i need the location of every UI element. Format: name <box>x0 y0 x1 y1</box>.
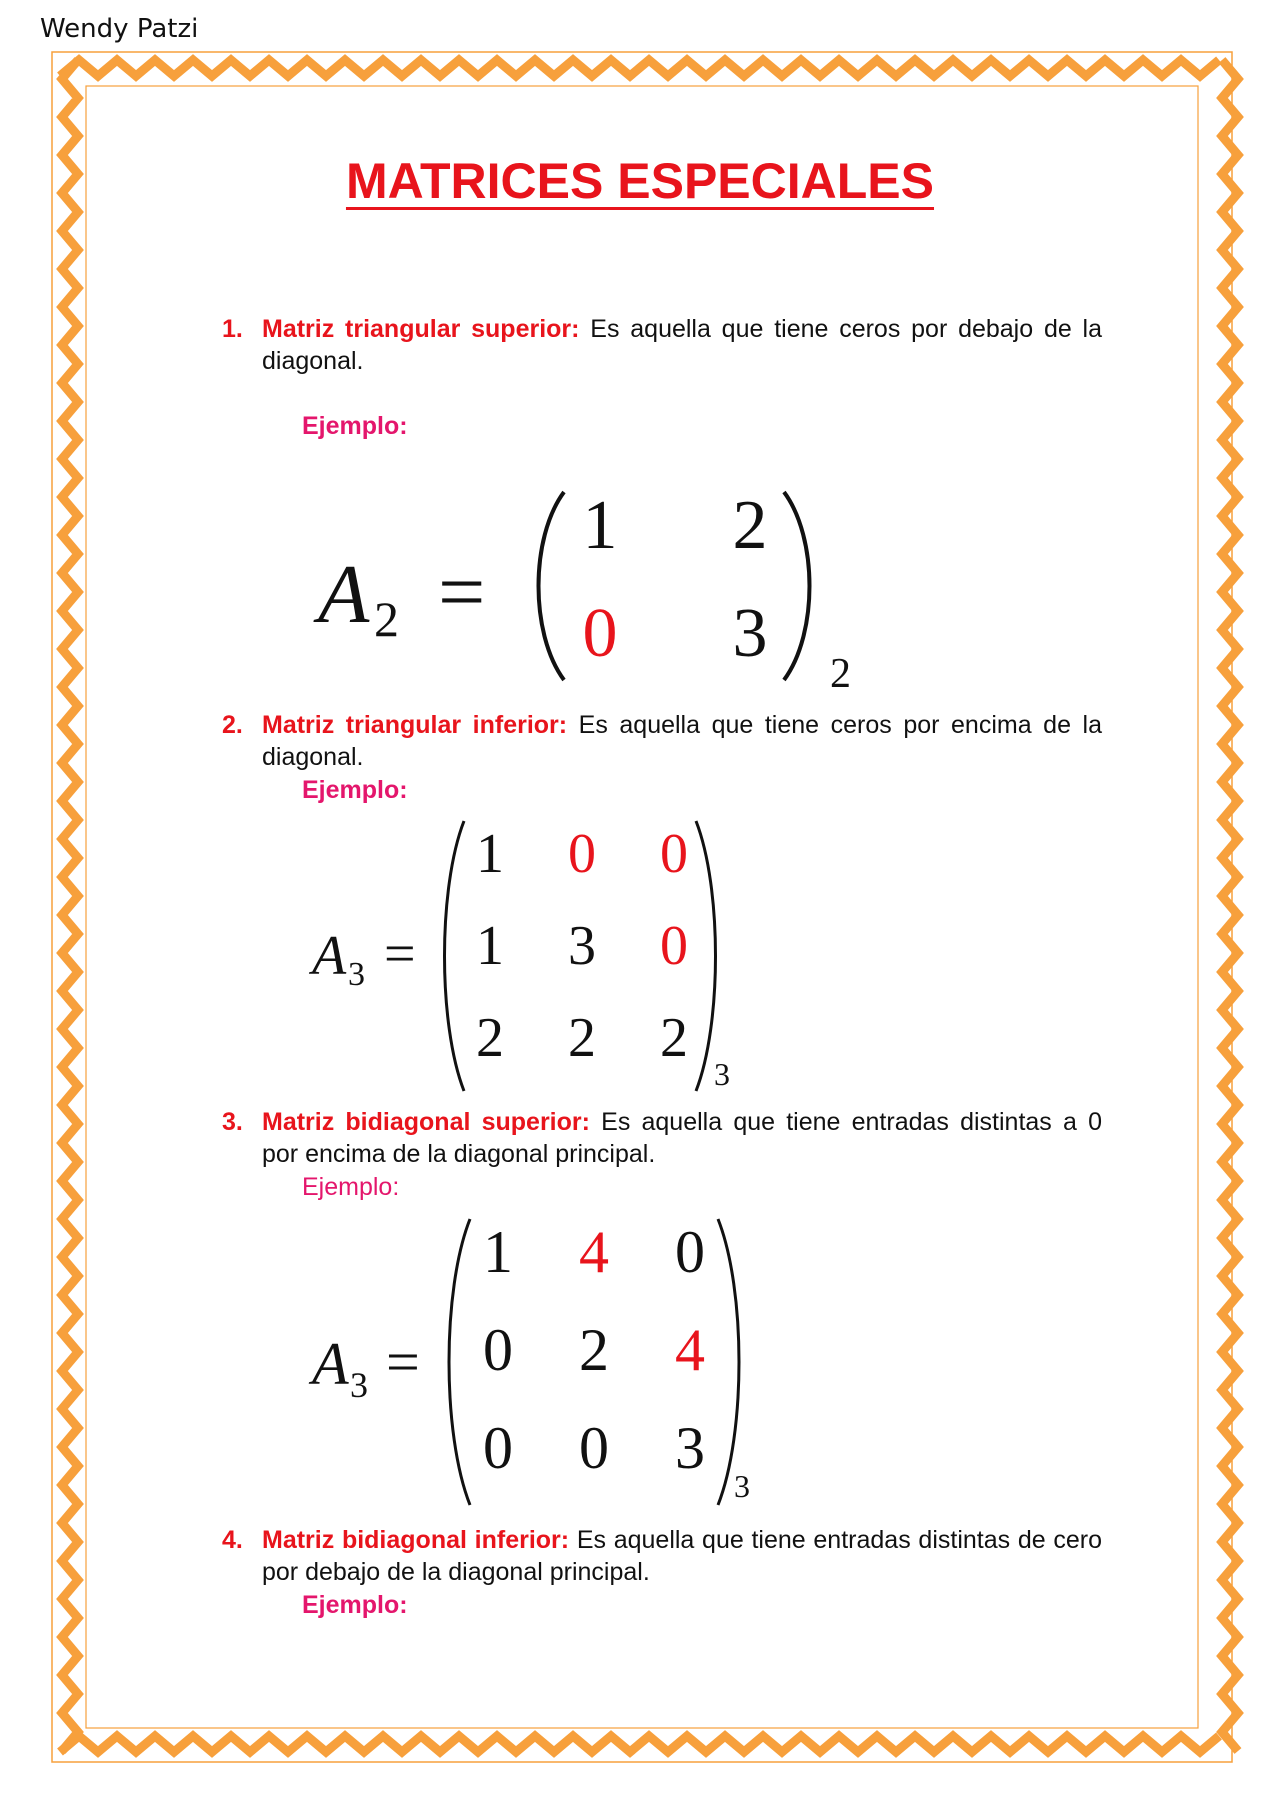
list-item-4 <box>222 1524 1102 1588</box>
example-label: Ejemplo: <box>302 776 408 804</box>
list-item-1 <box>222 313 1102 377</box>
matrix-cell-zero: 0 <box>660 823 688 885</box>
equals-sign: = <box>438 546 486 639</box>
matrix-name: A <box>318 548 370 641</box>
matrix-cell-zero: 0 <box>582 595 618 672</box>
author-name: Wendy Patzi <box>40 14 199 44</box>
matrix-cell: 1 <box>483 1219 513 1285</box>
matrix-example-3 <box>310 1212 770 1522</box>
matrix-cell: 0 <box>483 1317 513 1383</box>
matrix-cell: 2 <box>476 1007 504 1069</box>
matrix-cell: 0 <box>483 1415 513 1481</box>
matrix-order: 3 <box>714 1056 730 1092</box>
matrix-name: A <box>312 925 347 987</box>
item-description: Es aquella que tiene ceros por encima de la diagonal. <box>262 711 1102 771</box>
matrix-subscript: 3 <box>348 956 365 993</box>
item-term: Matriz triangular inferior: <box>262 711 568 739</box>
matrix-name: A <box>312 1331 349 1397</box>
matrix-order: 2 <box>830 651 851 697</box>
matrix-cell: 3 <box>732 595 768 672</box>
matrix-cell: 1 <box>582 487 618 564</box>
matrix-cell: 3 <box>568 915 596 977</box>
matrix-cell-superdiagonal: 4 <box>675 1317 705 1383</box>
item-term: Matriz bidiagonal inferior: <box>262 1526 570 1554</box>
page-title: MATRICES ESPECIALES <box>345 153 935 209</box>
list-item-2 <box>222 709 1102 773</box>
matrix-cell: 1 <box>476 915 504 977</box>
matrix-order: 3 <box>734 1468 750 1504</box>
list-item-3 <box>222 1106 1102 1170</box>
matrix-cell: 1 <box>476 823 504 885</box>
item-number: 1. <box>222 315 243 343</box>
item-description: Es aquella que tiene ceros por debajo de la diagonal. <box>262 315 1103 375</box>
item-term: Matriz bidiagonal superior: <box>262 1108 590 1136</box>
item-term: Matriz triangular superior: <box>262 315 580 343</box>
matrix-cell-zero: 0 <box>568 823 596 885</box>
matrix-cell-zero: 0 <box>660 915 688 977</box>
matrix-cell: 2 <box>568 1007 596 1069</box>
matrix-cell: 3 <box>675 1415 705 1481</box>
equals-sign: = <box>386 1329 420 1395</box>
matrix-cell: 2 <box>732 487 768 564</box>
item-number: 4. <box>222 1526 243 1554</box>
matrix-cell: 2 <box>579 1317 609 1383</box>
example-label: Ejemplo: <box>302 412 408 440</box>
matrix-cell: 0 <box>579 1415 609 1481</box>
item-description: Es aquella que tiene entradas distintas de cero por debajo de la diagonal principal. <box>262 1526 1102 1586</box>
matrix-example-1 <box>310 480 870 710</box>
equals-sign: = <box>384 923 416 985</box>
example-label: Ejemplo: <box>302 1173 400 1201</box>
item-description: Es aquella que tiene entradas distintas a 0 por encima de la diagonal principal. <box>262 1108 1102 1168</box>
matrix-example-2 <box>310 814 750 1104</box>
item-number: 2. <box>222 711 243 739</box>
matrix-cell: 2 <box>660 1007 688 1069</box>
matrix-cell: 0 <box>675 1219 705 1285</box>
matrix-cell-superdiagonal: 4 <box>579 1219 609 1285</box>
matrix-subscript: 2 <box>374 591 399 647</box>
example-label: Ejemplo: <box>302 1591 408 1619</box>
item-number: 3. <box>222 1108 243 1136</box>
matrix-subscript: 3 <box>350 1365 368 1405</box>
